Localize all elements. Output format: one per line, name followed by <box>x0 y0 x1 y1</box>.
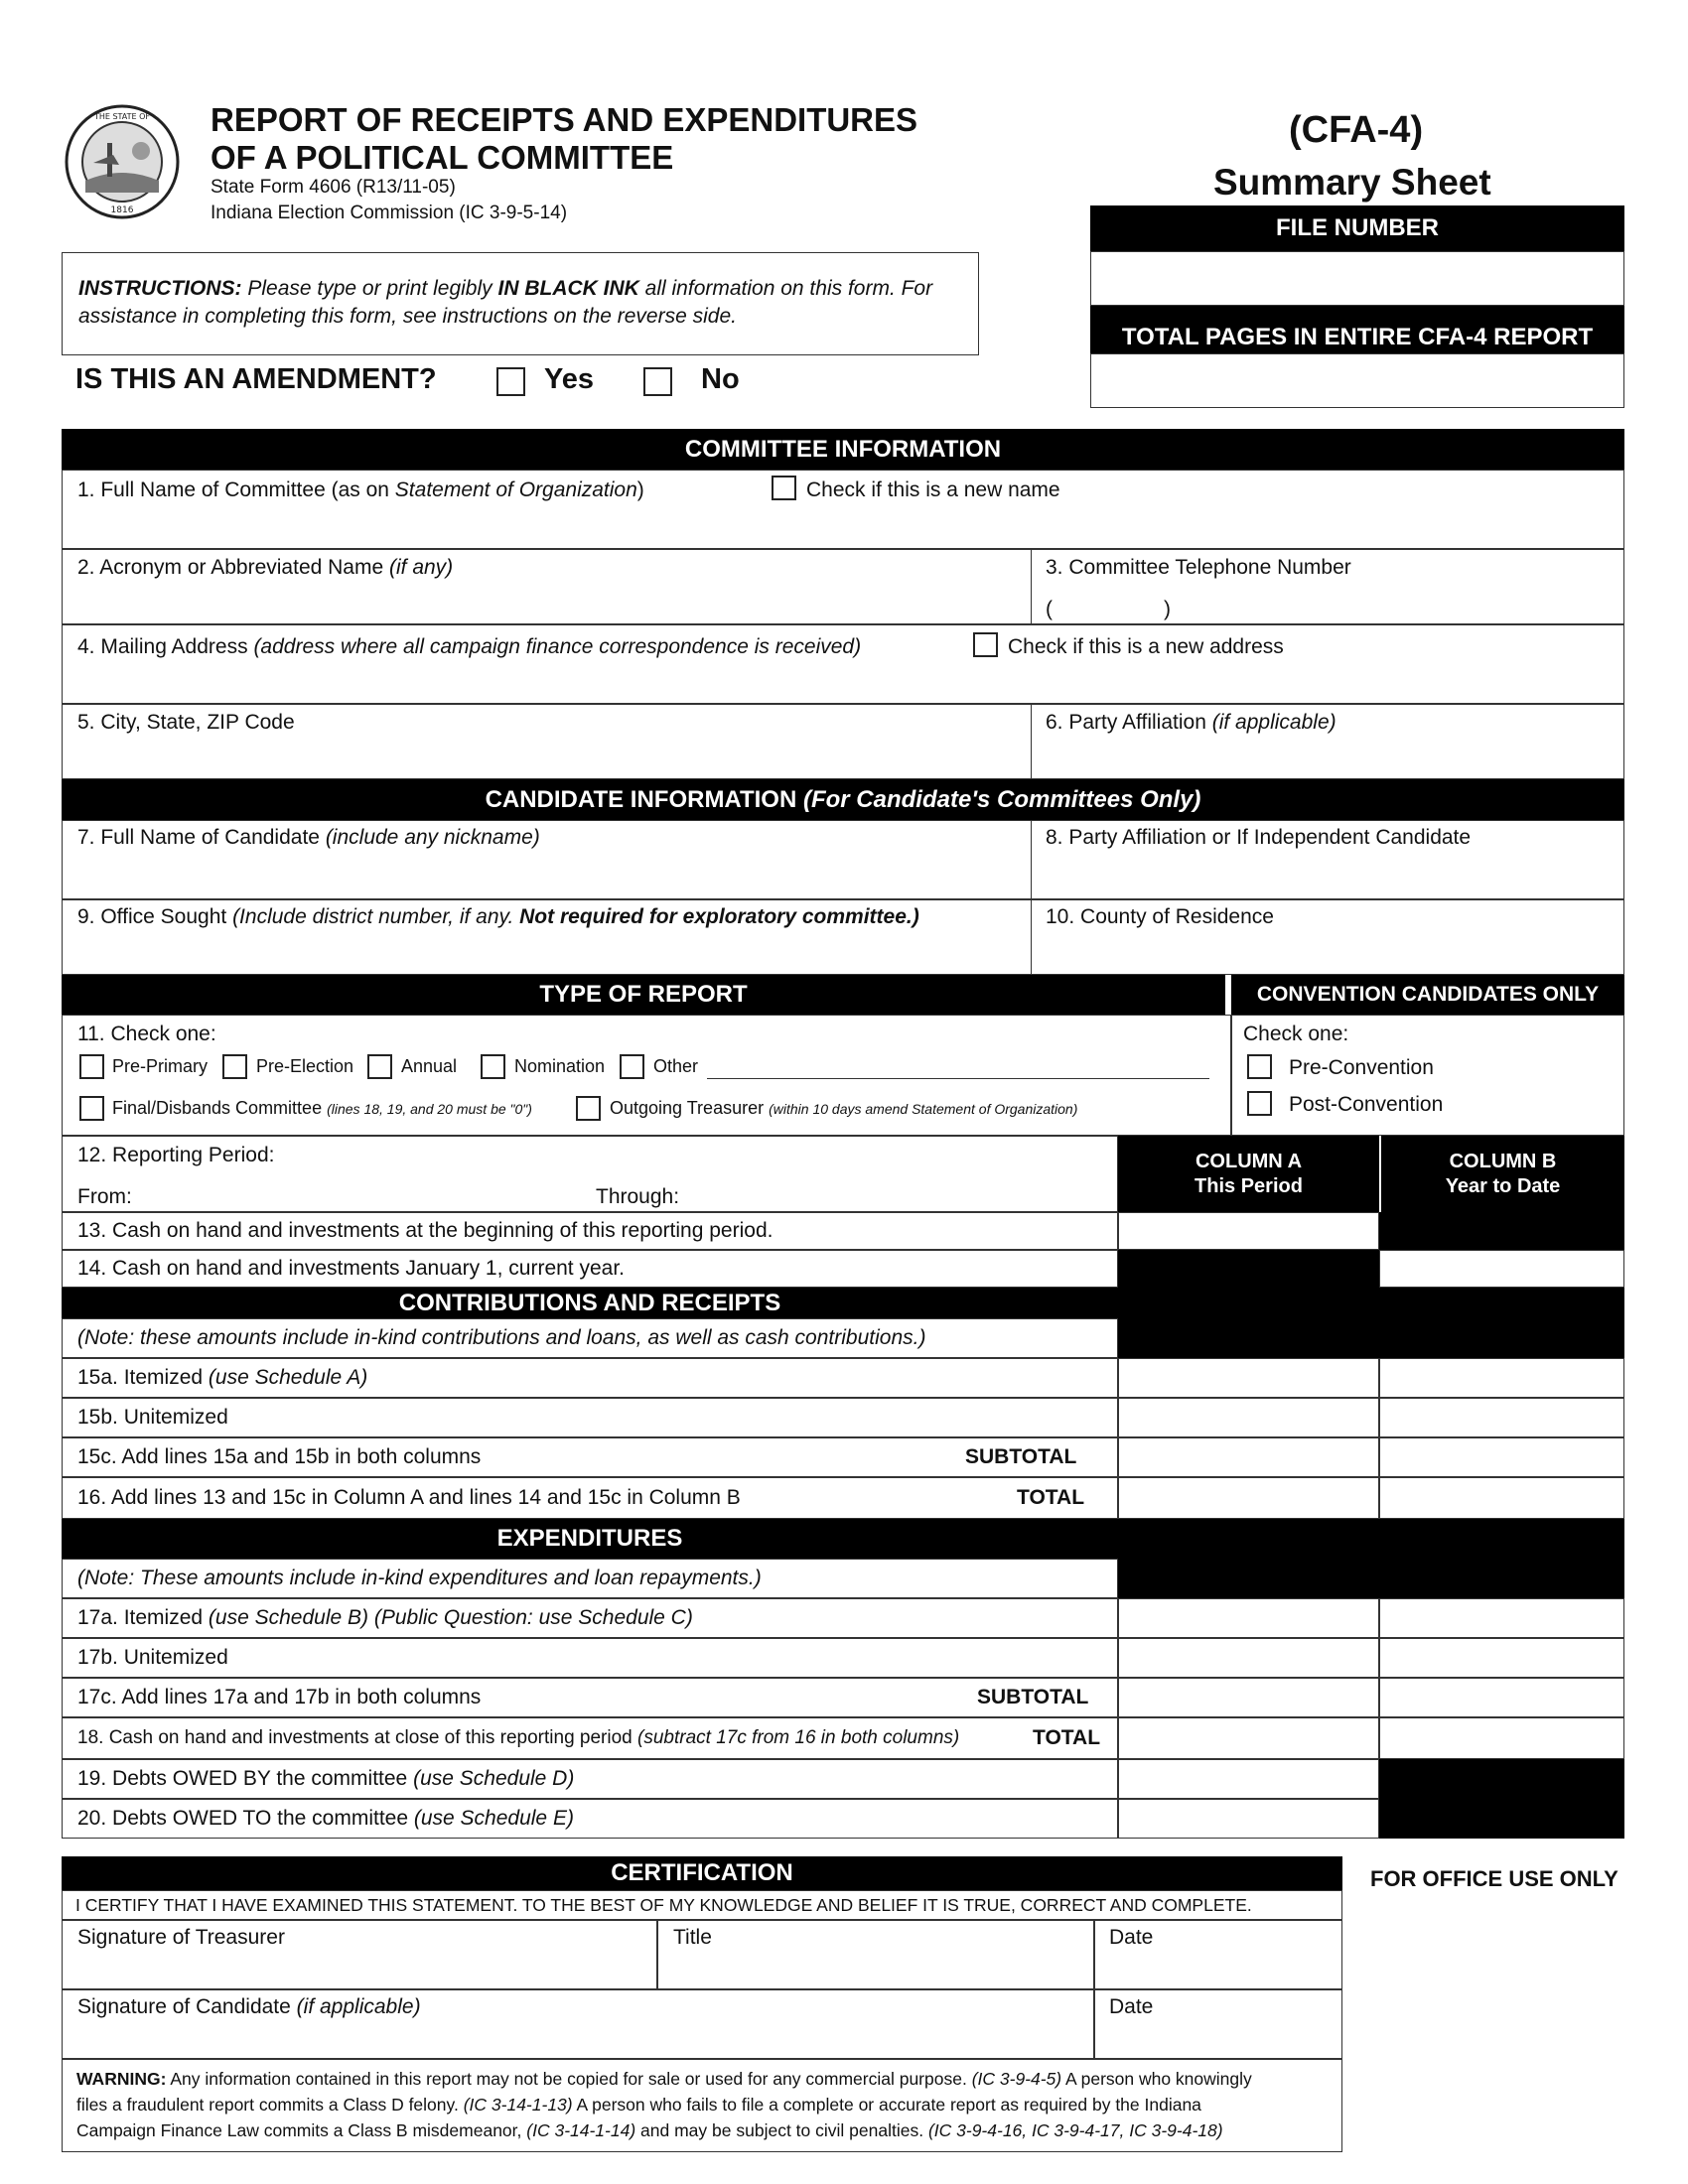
contributions-header: CONTRIBUTIONS AND RECEIPTS <box>62 1288 1118 1318</box>
candidate-name-label: 7. Full Name of Candidate (include any nickname) <box>77 826 540 849</box>
treasurer-title-field[interactable] <box>657 1920 1094 1989</box>
amendment-question: IS THIS AN AMENDMENT? <box>75 363 437 395</box>
party-affiliation-label: 6. Party Affiliation (if applicable) <box>1046 711 1336 734</box>
form-code: (CFA-4) <box>1289 109 1424 151</box>
expenditures-header: EXPENDITURES <box>62 1519 1118 1559</box>
candidate-party-label: 8. Party Affiliation or If Independent Candidate <box>1046 826 1472 849</box>
total-pages-field[interactable] <box>1090 353 1624 408</box>
line-16-col-b[interactable] <box>1379 1477 1624 1519</box>
line-18-label: 18. Cash on hand and investments at close of this reporting period (subtract 17c from 16 in both columns) <box>77 1727 960 1748</box>
amendment-yes-checkbox[interactable] <box>496 367 525 396</box>
line-20-col-a[interactable] <box>1118 1799 1379 1839</box>
amendment-no-checkbox[interactable] <box>643 367 672 396</box>
committee-name-label: 1. Full Name of Committee (as on Statement of Organization) <box>77 478 644 501</box>
pre-election-label: Pre-Election <box>256 1056 354 1076</box>
line-18-col-b[interactable] <box>1379 1717 1624 1759</box>
line-17c-col-a[interactable] <box>1118 1678 1379 1717</box>
acronym-label: 2. Acronym or Abbreviated Name (if any) <box>77 556 454 579</box>
line-17c-label: 17c. Add lines 17a and 17b in both columns <box>77 1686 482 1708</box>
sheet-name: Summary Sheet <box>1213 162 1491 203</box>
svg-text:1816: 1816 <box>110 205 134 215</box>
candidate-date-label: Date <box>1109 1995 1154 2018</box>
pre-primary-label: Pre-Primary <box>112 1056 209 1076</box>
post-convention-label: Post-Convention <box>1289 1093 1444 1116</box>
convention-check-one: Check one: <box>1243 1023 1349 1045</box>
line-18-col-a[interactable] <box>1118 1717 1379 1759</box>
telephone-area-close: ) <box>1164 598 1171 620</box>
candidate-signature-label: Signature of Candidate (if applicable) <box>77 1995 421 2018</box>
state-seal <box>64 103 181 220</box>
line-17b-col-a[interactable] <box>1118 1638 1379 1678</box>
reporting-period-label: 12. Reporting Period: <box>77 1144 275 1166</box>
outgoing-treasurer-label: Outgoing Treasurer (within 10 days amend Statement of Organization) <box>610 1098 1078 1118</box>
other-checkbox[interactable] <box>620 1054 644 1079</box>
office-use-label: FOR OFFICE USE ONLY <box>1370 1866 1618 1891</box>
svg-text:THE STATE OF: THE STATE OF <box>93 112 151 121</box>
new-address-label: Check if this is a new address <box>1008 635 1284 658</box>
line-17c-col-b[interactable] <box>1379 1678 1624 1717</box>
line-16-total: TOTAL <box>1017 1486 1085 1509</box>
line-17b-label: 17b. Unitemized <box>77 1646 228 1669</box>
post-convention-checkbox[interactable] <box>1247 1091 1272 1116</box>
line-15c-label: 15c. Add lines 15a and 15b in both columns <box>77 1445 482 1468</box>
other-line[interactable] <box>707 1078 1209 1079</box>
treasurer-title-label: Title <box>673 1926 712 1949</box>
amendment-no-label: No <box>701 363 740 395</box>
line-20-label: 20. Debts OWED TO the committee (use Schedule E) <box>77 1807 574 1830</box>
form-number: State Form 4606 (R13/11-05) <box>211 177 456 198</box>
line-15a-col-a[interactable] <box>1118 1358 1379 1398</box>
new-address-checkbox[interactable] <box>973 632 998 657</box>
file-number-header: FILE NUMBER <box>1090 205 1624 251</box>
annual-label: Annual <box>401 1056 458 1076</box>
candidate-info-header: CANDIDATE INFORMATION (For Candidate's Committees Only) <box>62 779 1624 820</box>
total-pages-header: TOTAL PAGES IN ENTIRE CFA-4 REPORT <box>1090 306 1624 353</box>
line-16-label: 16. Add lines 13 and 15c in Column A and lines 14 and 15c in Column B <box>77 1486 741 1509</box>
column-a-header: COLUMN A This Period <box>1118 1136 1379 1212</box>
annual-checkbox[interactable] <box>367 1054 392 1079</box>
line-14-col-a-blackout <box>1118 1250 1379 1288</box>
line-15c-col-a[interactable] <box>1118 1437 1379 1477</box>
telephone-area-open: ( <box>1046 598 1053 620</box>
warning-box: WARNING: Any information contained in this report may not be copied for sale or used for any commercial purpose. (IC 3-9-4-5) A person who knowingly files a fraudulent report commits a Class D felony. (IC 3-14-1-13) A person who fails to file a complete or accurate report as required by the Indiana Campaign Finance Law commits a Class B misdemeanor, (IC 3-14-1-14) and may be subject to civil penalties. (IC 3-9-4-16, IC 3-9-4-17, IC 3-9-4-18) <box>62 2059 1342 2152</box>
line-17a-col-a[interactable] <box>1118 1598 1379 1638</box>
treasurer-signature-label: Signature of Treasurer <box>77 1926 285 1949</box>
line-15a-col-b[interactable] <box>1379 1358 1624 1398</box>
nomination-label: Nomination <box>514 1056 606 1076</box>
new-name-label: Check if this is a new name <box>806 478 1060 501</box>
line-16-col-a[interactable] <box>1118 1477 1379 1519</box>
pre-primary-checkbox[interactable] <box>79 1054 104 1079</box>
instructions-label: INSTRUCTIONS: <box>78 277 242 300</box>
committee-info-header: COMMITTEE INFORMATION <box>62 429 1624 470</box>
pre-convention-checkbox[interactable] <box>1247 1054 1272 1079</box>
line-15c-col-b[interactable] <box>1379 1437 1624 1477</box>
other-label: Other <box>653 1056 699 1076</box>
line-17b-col-b[interactable] <box>1379 1638 1624 1678</box>
line-15b-col-b[interactable] <box>1379 1398 1624 1437</box>
period-through-label[interactable]: Through: <box>596 1185 680 1208</box>
file-number-field[interactable] <box>1090 251 1624 306</box>
line-15b-col-a[interactable] <box>1118 1398 1379 1437</box>
amendment-yes-label: Yes <box>544 363 594 395</box>
line-13-col-a[interactable] <box>1118 1212 1379 1250</box>
city-state-zip-label: 5. City, State, ZIP Code <box>77 711 295 734</box>
mailing-address-label: 4. Mailing Address (address where all campaign finance correspondence is received) <box>77 635 862 658</box>
line-13-col-b-blackout <box>1379 1212 1624 1250</box>
county-label: 10. County of Residence <box>1046 905 1274 928</box>
certification-statement: I CERTIFY THAT I HAVE EXAMINED THIS STATEMENT. TO THE BEST OF MY KNOWLEDGE AND BELIEF IT IS TRUE, CORRECT AND COMPLETE. <box>75 1895 1252 1915</box>
line-15a-label: 15a. Itemized (use Schedule A) <box>77 1366 368 1389</box>
contrib-header-col-blackout <box>1118 1288 1624 1318</box>
check-one-label: 11. Check one: <box>77 1023 216 1045</box>
instructions-box: INSTRUCTIONS: Please type or print legibly IN BLACK INK all information on this form. For assistance in completing this form, see instructions on the reverse side. <box>62 252 979 355</box>
final-disbands-label: Final/Disbands Committee (lines 18, 19, and 20 must be "0") <box>112 1098 532 1118</box>
telephone-label: 3. Committee Telephone Number <box>1046 556 1351 579</box>
exp-header-col-blackout <box>1118 1519 1624 1559</box>
line-14-label: 14. Cash on hand and investments January 1, current year. <box>77 1257 625 1280</box>
pre-election-checkbox[interactable] <box>222 1054 247 1079</box>
line-20-col-b-blackout <box>1379 1799 1624 1839</box>
line-19-col-a[interactable] <box>1118 1759 1379 1799</box>
type-of-report-header: TYPE OF REPORT <box>62 975 1225 1015</box>
pre-convention-label: Pre-Convention <box>1289 1056 1434 1079</box>
exp-note: (Note: These amounts include in-kind expenditures and loan repayments.) <box>77 1567 762 1589</box>
line-17a-label: 17a. Itemized (use Schedule B) (Public Question: use Schedule C) <box>77 1606 693 1629</box>
outgoing-treasurer-checkbox[interactable] <box>576 1096 601 1121</box>
line-19-label: 19. Debts OWED BY the committee (use Schedule D) <box>77 1767 575 1790</box>
column-b-header: COLUMN B Year to Date <box>1379 1136 1624 1212</box>
line-19-col-b-blackout <box>1379 1759 1624 1799</box>
exp-note-col-blackout <box>1118 1559 1624 1598</box>
report-title: REPORT OF RECEIPTS AND EXPENDITURES OF A POLITICAL COMMITTEE <box>211 101 918 176</box>
commission-citation: Indiana Election Commission (IC 3-9-5-14) <box>211 203 568 223</box>
period-from-label[interactable]: From: <box>77 1185 132 1208</box>
new-name-checkbox[interactable] <box>772 476 796 500</box>
line-18-total: TOTAL <box>1033 1726 1101 1749</box>
line-17c-subtotal: SUBTOTAL <box>977 1686 1089 1708</box>
contrib-note-col-blackout <box>1118 1318 1624 1358</box>
line-15c-subtotal: SUBTOTAL <box>965 1445 1077 1468</box>
contrib-note: (Note: these amounts include in-kind contributions and loans, as well as cash contributions.) <box>77 1326 926 1349</box>
convention-header: CONVENTION CANDIDATES ONLY <box>1231 975 1624 1015</box>
treasurer-date-label: Date <box>1109 1926 1154 1949</box>
final-disbands-checkbox[interactable] <box>79 1096 104 1121</box>
nomination-checkbox[interactable] <box>481 1054 505 1079</box>
line-15b-label: 15b. Unitemized <box>77 1406 228 1429</box>
line-14-col-b[interactable] <box>1379 1250 1624 1288</box>
line-17a-col-b[interactable] <box>1379 1598 1624 1638</box>
line-13-label: 13. Cash on hand and investments at the beginning of this reporting period. <box>77 1219 774 1242</box>
certification-header: CERTIFICATION <box>62 1856 1342 1890</box>
office-sought-label: 9. Office Sought (Include district number, if any. Not required for exploratory committee.) <box>77 905 919 928</box>
